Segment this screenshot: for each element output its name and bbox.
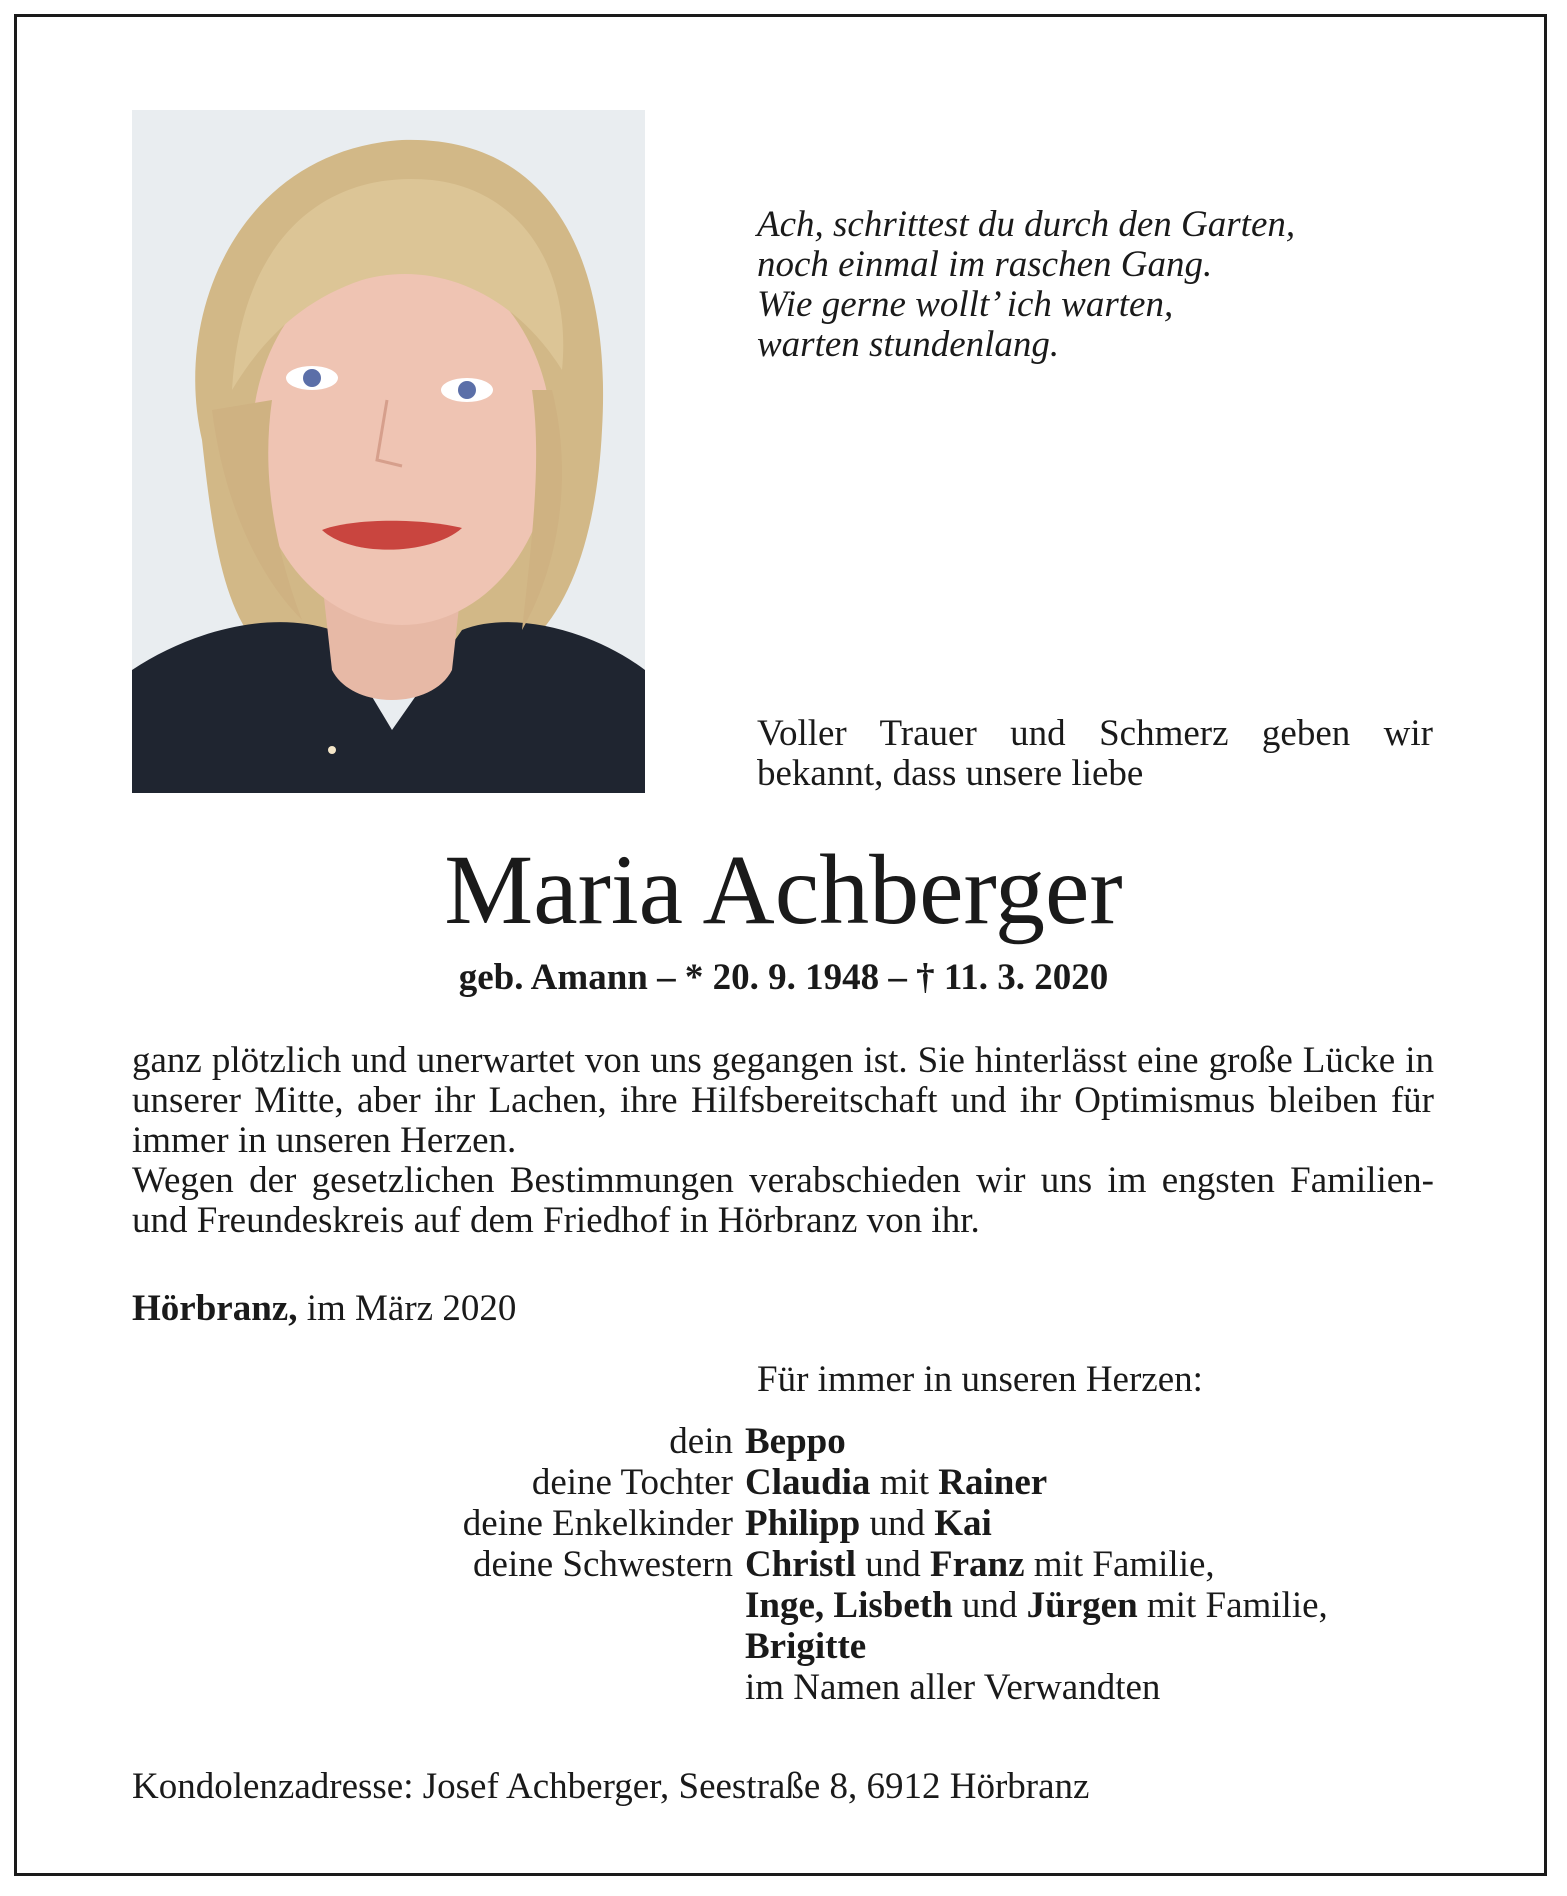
family-members bbox=[745, 1421, 1434, 1462]
family-members bbox=[745, 1667, 1434, 1708]
family-relation: deine Schwestern bbox=[473, 1544, 733, 1585]
poem-line: noch einmal im raschen Gang. bbox=[757, 244, 1213, 285]
place-date-text: im März 2020 bbox=[297, 1288, 517, 1329]
family-relation: dein bbox=[669, 1421, 733, 1462]
family-row bbox=[132, 1503, 1434, 1544]
family-connector: mit Familie, bbox=[1024, 1544, 1215, 1585]
birth-death-dates: geb. Amann – * 20. 9. 1948 – † 11. 3. 2020 bbox=[458, 957, 1109, 998]
family-list bbox=[132, 1421, 1434, 1708]
family-row bbox=[132, 1585, 1434, 1626]
portrait-illustration bbox=[132, 110, 645, 793]
poem-line: Wie gerne wollt’ ich warten, bbox=[757, 284, 1174, 325]
family-member-name: Rainer bbox=[938, 1462, 1048, 1503]
family-heading: Für immer in unseren Herzen: bbox=[757, 1359, 1203, 1400]
condolence-address: Kondolenzadresse: Josef Achberger, Seestraße 8, 6912 Hörbranz bbox=[132, 1766, 1090, 1807]
body-paragraph: ganz plötzlich und unerwartet von uns gegangen ist. Sie hinterlässt eine große Lücke in unserer Mitte, aber ihr Lachen, ihre Hilfsbereitschaft und ihr Optimismus bleiben für immer in unseren Herzen. bbox=[132, 1040, 1434, 1161]
family-connector: mit bbox=[870, 1462, 939, 1503]
family-connector: und bbox=[952, 1585, 1027, 1626]
family-row bbox=[132, 1421, 1434, 1462]
family-row bbox=[132, 1544, 1434, 1585]
family-member-name: Philipp bbox=[745, 1503, 861, 1544]
family-member-name: Franz bbox=[930, 1544, 1025, 1585]
portrait-photo bbox=[132, 110, 645, 793]
family-members bbox=[745, 1503, 1434, 1544]
place-date bbox=[132, 1289, 516, 1329]
poem-line: Ach, schrittest du durch den Garten, bbox=[757, 204, 1296, 245]
family-members bbox=[745, 1462, 1434, 1503]
poem-line: warten stundenlang. bbox=[757, 324, 1060, 365]
family-connector: und bbox=[856, 1544, 930, 1585]
family-member-name: Kai bbox=[934, 1503, 992, 1544]
family-row bbox=[132, 1462, 1434, 1503]
family-relation: deine Tochter bbox=[531, 1462, 733, 1503]
family-member-name: Beppo bbox=[745, 1421, 846, 1462]
family-relation: deine Enkelkinder bbox=[462, 1503, 733, 1544]
place-town: Hörbranz, bbox=[132, 1288, 298, 1329]
family-relation bbox=[132, 1585, 745, 1626]
family-member-name: Jürgen bbox=[1026, 1585, 1138, 1626]
obituary-body bbox=[132, 1041, 1434, 1241]
poem bbox=[757, 205, 1295, 365]
family-member-name: Brigitte bbox=[745, 1626, 867, 1667]
family-members bbox=[745, 1626, 1434, 1667]
body-paragraph: Wegen der gesetzlichen Bestimmungen verabschieden wir uns im engsten Familien- und Freundeskreis auf dem Friedhof in Hörbranz von ihr. bbox=[132, 1160, 1434, 1241]
family-connector: mit Familie, bbox=[1137, 1585, 1328, 1626]
family-relation bbox=[132, 1626, 745, 1667]
family-row bbox=[132, 1626, 1434, 1667]
family-member-name: Claudia bbox=[745, 1462, 871, 1503]
deceased-name: Maria Achberger bbox=[444, 834, 1123, 945]
family-member-name: Inge, Lisbeth bbox=[745, 1585, 953, 1626]
family-relation bbox=[132, 1667, 745, 1708]
family-row bbox=[132, 1667, 1434, 1708]
family-members bbox=[745, 1585, 1434, 1626]
family-member-name: Christl bbox=[745, 1544, 856, 1585]
family-members bbox=[745, 1544, 1434, 1585]
obituary-frame bbox=[14, 14, 1547, 1876]
intro-text: Voller Trauer und Schmerz geben wir bekannt, dass unsere liebe bbox=[757, 713, 1433, 794]
family-connector: und bbox=[860, 1503, 935, 1544]
family-connector: im Namen aller Verwandten bbox=[745, 1667, 1161, 1708]
